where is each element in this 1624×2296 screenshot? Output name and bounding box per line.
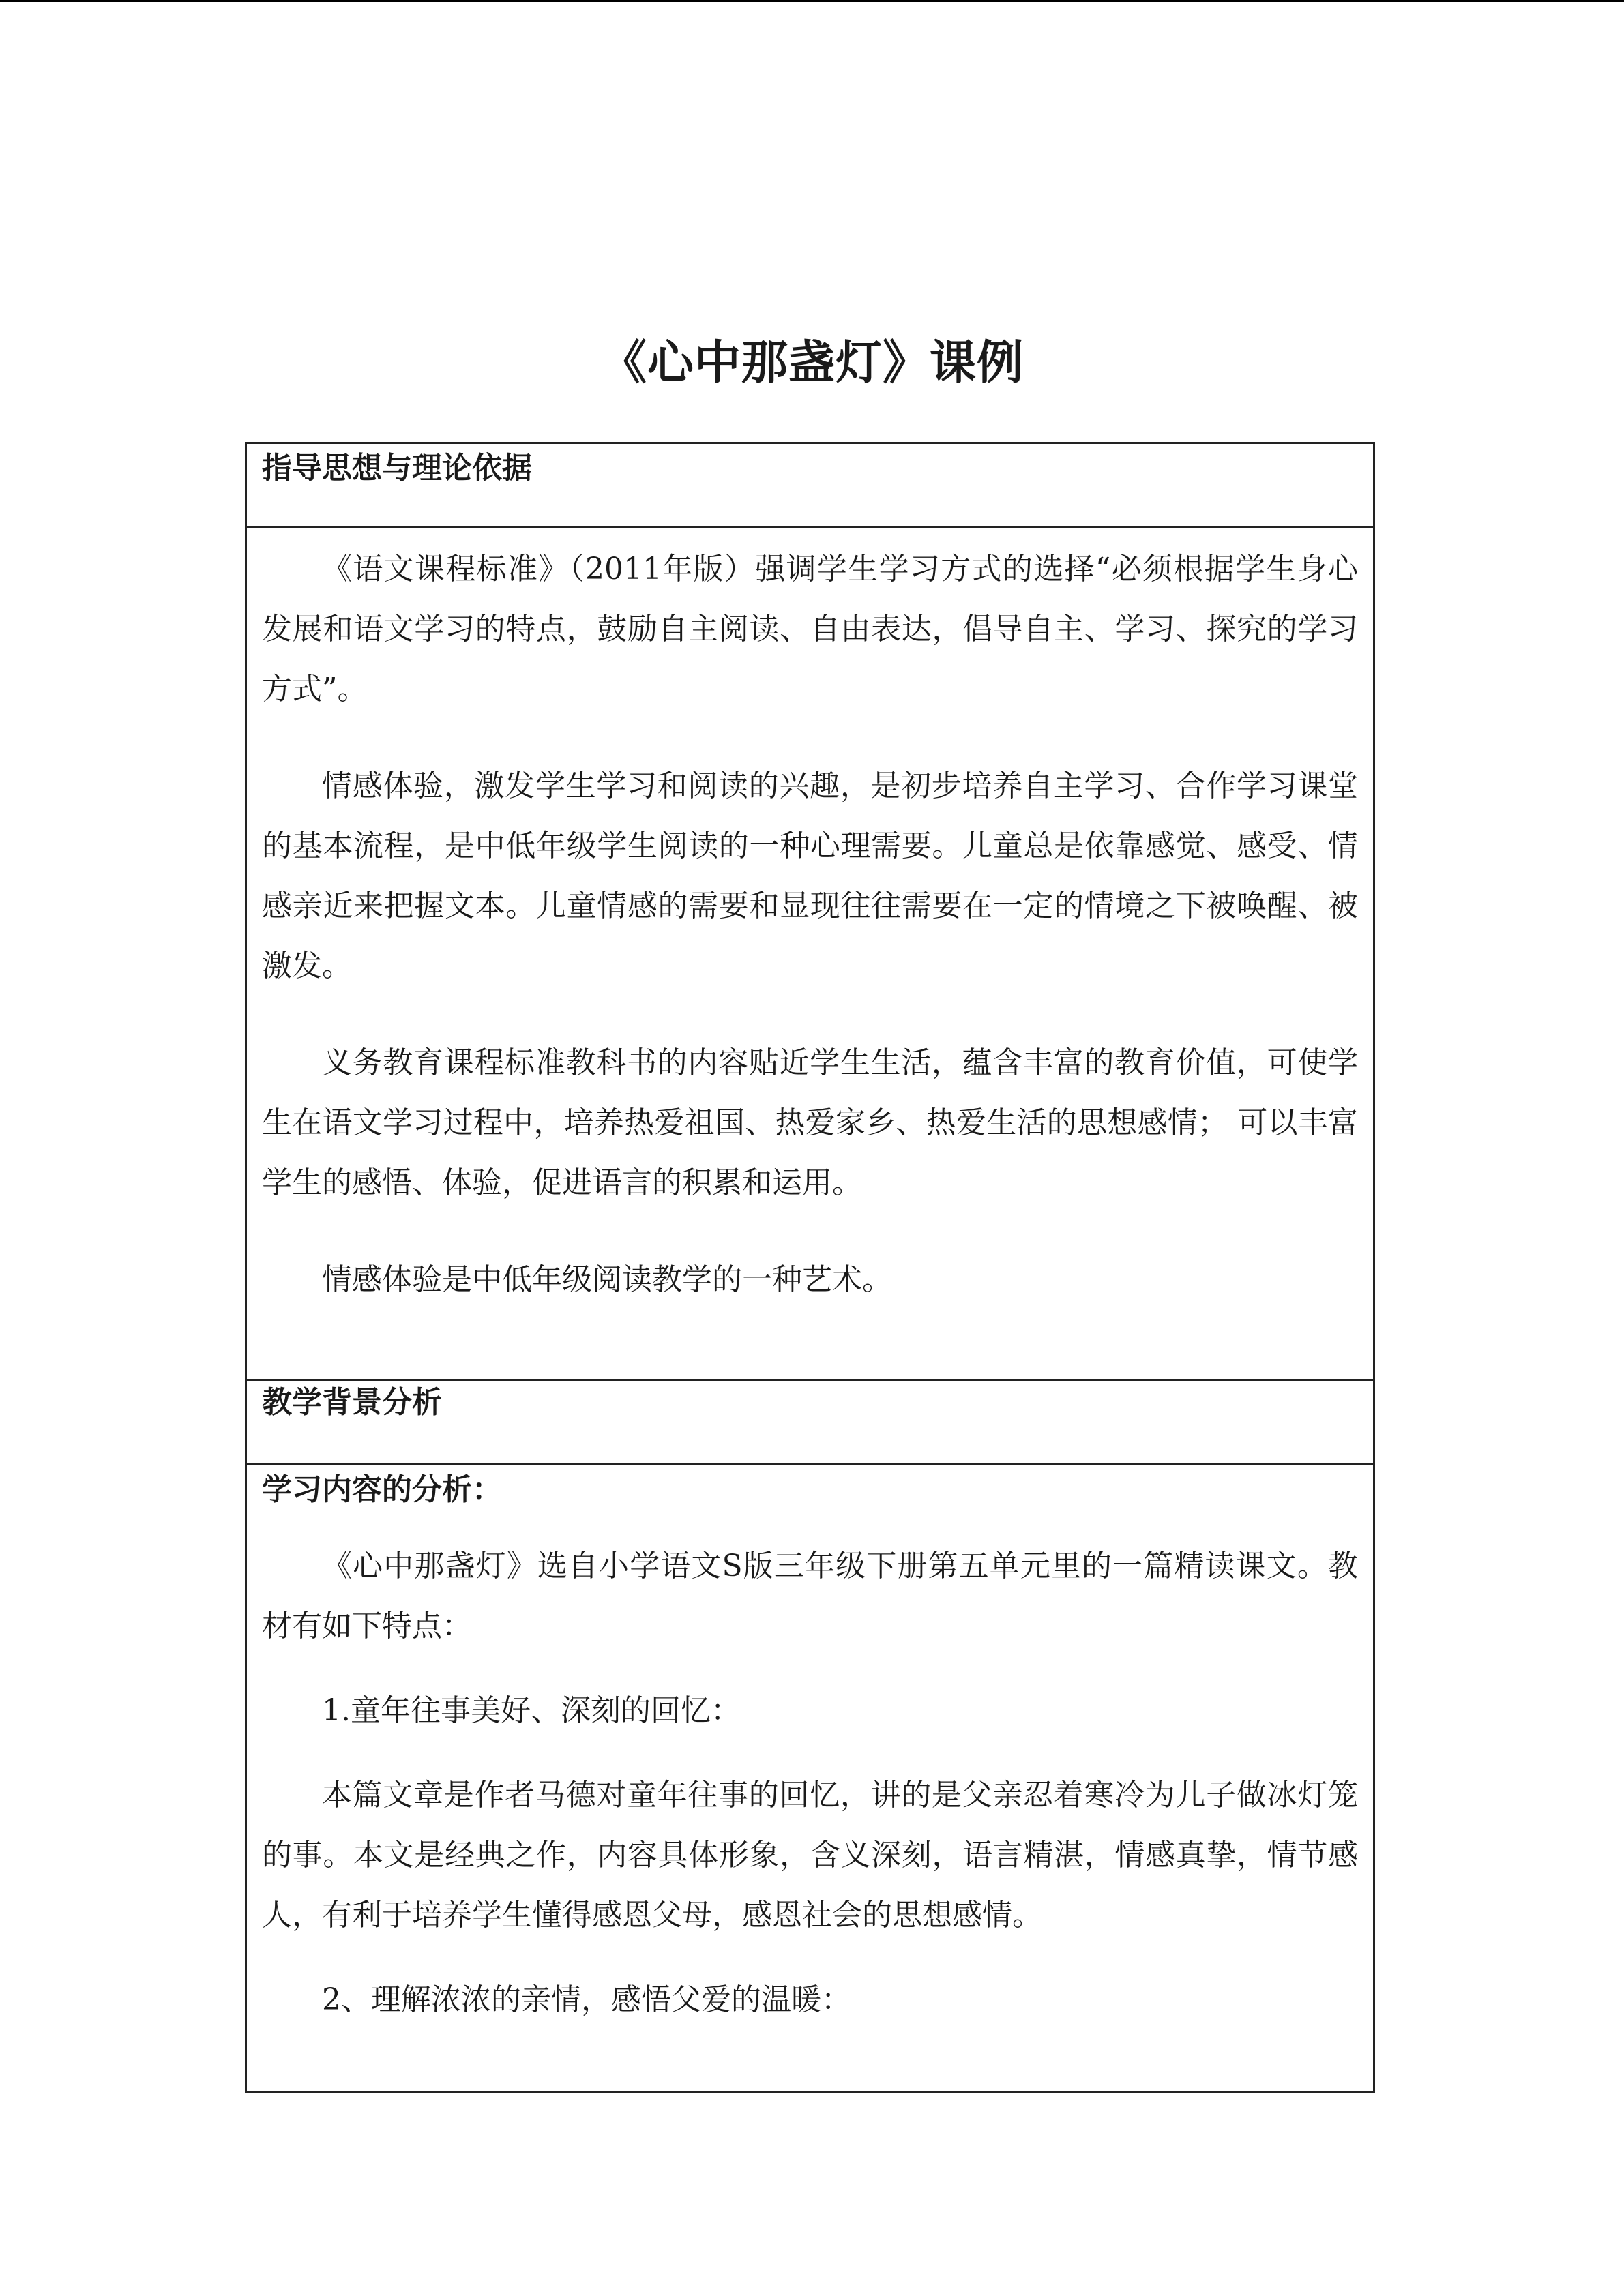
table-row — [246, 528, 1374, 1380]
table-cell — [246, 528, 1374, 1380]
table-cell — [246, 443, 1374, 528]
paragraph: 义务教育课程标准教科书的内容贴近学生生活，蕴含丰富的教育价值，可使学生在语文学习过程中，培养热爱祖国、热爱家乡、热爱生活的思想感情； 可以丰富学生的感悟、体验，促进语言的积累和运用。 — [262, 1045, 1358, 1200]
document-title: 《心中那盏灯》课例 — [600, 336, 1024, 390]
paragraph: 本篇文章是作者马德对童年往事的回忆，讲的是父亲忍着寒冷为儿子做冰灯笼的事。本文是经典之作，内容具体形象，含义深刻，语言精湛，情感真挚，情节感人，有利于培养学生懂得感恩父母，感恩社会的思想感情。 — [262, 1778, 1358, 1933]
table-row — [246, 1465, 1374, 2092]
section-heading-teaching-background: 教学背景分析 — [262, 1385, 442, 1420]
table-row — [246, 443, 1374, 528]
paragraph: 情感体验，激发学生学习和阅读的兴趣，是初步培养自主学习、合作学习课堂的基本流程，是中低年级学生阅读的一种心理需要。儿童总是依靠感觉、感受、情感亲近来把握文本。儿童情感的需要和显现往往需要在一定的情境之下被唤醒、被激发。 — [262, 769, 1358, 983]
paragraph: 《心中那盏灯》选自小学语文S版三年级下册第五单元里的一篇精读课文。教材有如下特点： — [262, 1549, 1358, 1643]
page-top-border — [0, 0, 1624, 2]
table-cell — [246, 1380, 1374, 1465]
paragraph: 1.童年往事美好、深刻的回忆： — [322, 1693, 741, 1728]
subheading-content-analysis: 学习内容的分析： — [262, 1472, 502, 1507]
lesson-table — [245, 442, 1375, 2093]
paragraph: 2、理解浓浓的亲情，感悟父爱的温暖： — [322, 1982, 851, 2017]
paragraph: 《语文课程标准》（2011年版）强调学生学习方式的选择“必须根据学生身心发展和语文学习的特点，鼓励自主阅读、自由表达，倡导自主、学习、探究的学习方式”。 — [262, 552, 1358, 706]
paragraph: 情感体验是中低年级阅读教学的一种艺术。 — [322, 1262, 892, 1297]
section-heading-guiding-theory: 指导思想与理论依据 — [262, 451, 532, 486]
table-row — [246, 1380, 1374, 1465]
table-cell — [246, 1465, 1374, 2092]
